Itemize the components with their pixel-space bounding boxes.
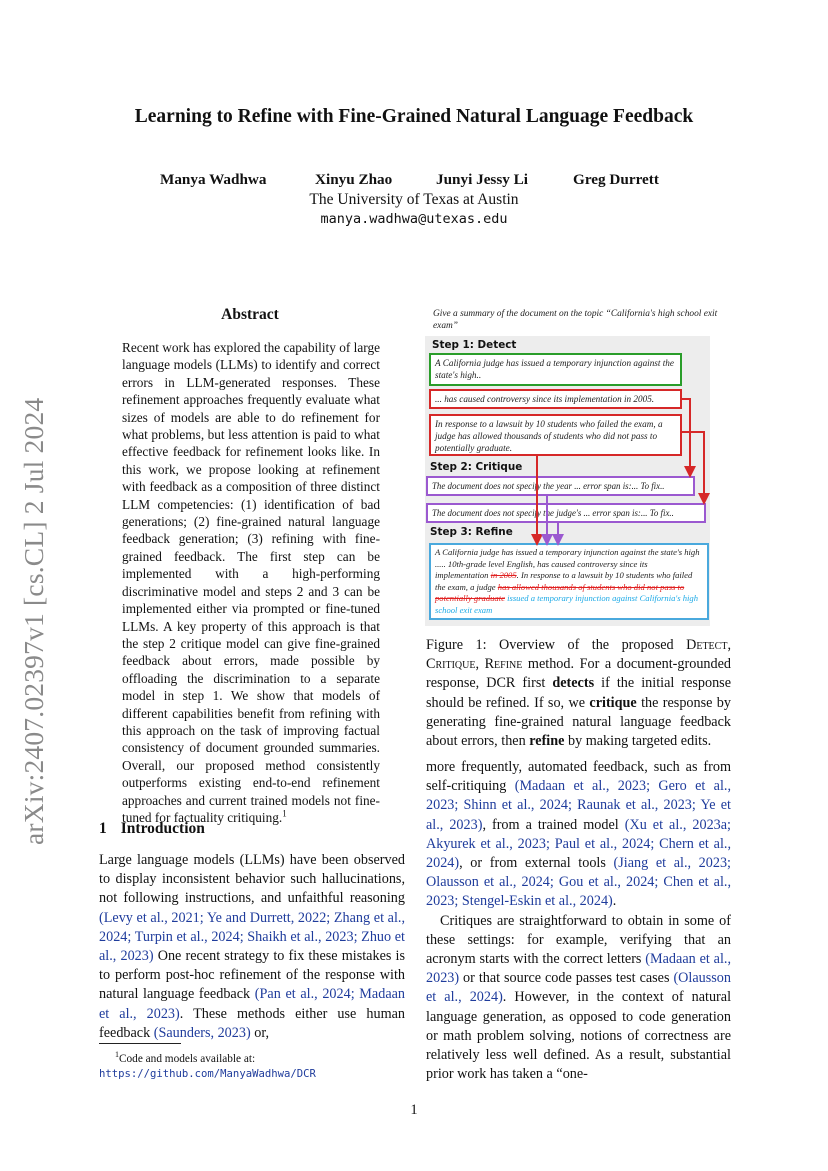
citation-link[interactable]: (Jiang et al., 2023; Olausson et al., 2024; Gou et al., 2024; Chen et al., 2023; Stengel-Eskin et al., 2024)	[426, 855, 731, 910]
abstract-text: Recent work has explored the capability of large language models (LLMs) to identify and correct errors in LLM-generated responses. These refinement approaches frequently evaluate what sizes of models are able to do refinement for what problems, but less attention is paid to what effective feedback for refinement looks like. In this work, we propose looking at refinement with feedback as a composition of three distinct LLM competencies: (1) identification of bad generations; (2) fine-grained natural language feedback generation; (3) refining with fine-grained feedback. The first step can be implemented with a high-performing discriminative model and steps 2 and 3 can be implemented either via prompted or fine-tuned LLMs. A key property of this approach is that the step 2 critique model can give fine-grained feedback about errors, made possible by offloading the discrimination to a separate model in step 1. We show that models of different capabilities benefit from refining with this approach on the task of improving factual consistency of document grounded summaries. Overall, our proposed method consistently outperforms existing end-to-end refinement approaches and current trained models not fine-tuned for factuality critiquing.	[122, 340, 380, 825]
page-number: 1	[410, 1102, 418, 1118]
step-1-label: Step 1: Detect	[432, 339, 517, 351]
abstract-body	[122, 339, 380, 826]
inserted-text: issued a temporary injunction against California's high school exit exam	[435, 593, 698, 615]
citation-link[interactable]: (Pan et al., 2024; Madaan et al., 2023)	[99, 986, 406, 1022]
figure-arrows	[420, 304, 720, 629]
detect-box-correct: A California judge has issued a temporary injunction against the state's high..	[429, 353, 682, 386]
footnote-url-link[interactable]: https://github.com/ManyaWadhwa/DCR	[99, 1067, 316, 1080]
citation-link[interactable]: (Olausson et al., 2024)	[426, 970, 731, 1006]
section-number: 1	[99, 820, 107, 837]
intro-paragraph	[99, 851, 405, 1043]
arxiv-stamp	[18, 385, 58, 845]
detect-box-error-1: ... has caused controversy since its implementation in 2005.	[429, 389, 682, 409]
body-text: , or from external tools	[459, 855, 614, 872]
citation-link[interactable]: (Levy et al., 2021; Ye and Durrett, 2022; Zhang et al., 2024; Turpin et al., 2024; Shaikh et al., 2023; Zhuo et al., 2023)	[99, 909, 405, 965]
section-heading-introduction	[99, 820, 205, 838]
footnote-marker[interactable]: 1	[282, 808, 287, 819]
intro-text: Large language models (LLMs) have been observed to display inconsistent behavior such hallucinations, not following instructions, and unfaithful reasoning	[99, 852, 405, 907]
arrow-error2-to-critique2	[682, 432, 704, 499]
section-title: Introduction	[120, 820, 205, 837]
intro-text: . These methods either use human feedback	[99, 1005, 405, 1041]
citation-link[interactable]: (Madaan et al., 2023; Gero et al., 2023; Shinn et al., 2024; Raunak et al., 2023; Ye et al., 2023)	[426, 778, 731, 833]
paragraph	[426, 912, 731, 1085]
caption-text: method. For a document-grounded response, DCR first	[426, 656, 731, 692]
right-column-body	[426, 758, 731, 1084]
caption-text: the response by generating fine-grained natural language feedback about errors, then	[426, 694, 731, 750]
detect-box-error-2: In response to a lawsuit by 10 students who failed the exam, a judge has allowed thousands of students who did not pass to potentially graduate.	[429, 414, 682, 456]
body-text: Critiques are straightforward to obtain in some of these settings: for example, verifying that an acronym starts with the correct letters	[426, 912, 731, 968]
caption-method: Detect, Critique, Refine	[426, 637, 731, 673]
figure-prompt: Give a summary of the document on the topic “California's high school exit exam”	[433, 309, 718, 331]
author-name: Xinyu Zhao	[315, 171, 393, 188]
citation-link[interactable]: (Saunders, 2023)	[153, 1024, 251, 1041]
author-name: Greg Durrett	[573, 171, 659, 188]
caption-bold: refine	[529, 733, 565, 750]
citation-link[interactable]: (Madaan et al., 2023)	[426, 951, 731, 987]
caption-text: if the initial response should be refined. If so, we	[426, 675, 732, 711]
caption-text: Figure 1: Overview of the proposed	[426, 637, 687, 653]
caption-text: by making targeted edits.	[564, 733, 712, 750]
author-email: manya.wadhwa@utexas.edu	[320, 211, 508, 227]
refined-text: . In response to a lawsuit by 10 students who failed the exam, a judge	[435, 570, 693, 592]
critique-box-2: The document does not specify the judge's ... error span is:... To fix..	[426, 503, 706, 523]
footnote-number: 1	[115, 1050, 119, 1059]
author-name: Manya Wadhwa	[160, 171, 267, 188]
citation-link[interactable]: (Xu et al., 2023a; Akyurek et al., 2023; Paul et al., 2024; Chern et al., 2024)	[426, 816, 731, 872]
figure-caption	[426, 636, 731, 751]
intro-text: One recent strategy to fix these mistakes is to perform post-hoc refinement of the response with natural language feedback	[99, 948, 405, 1003]
paper-title: Learning to Refine with Fine-Grained Natural Language Feedback	[134, 106, 694, 127]
body-text: , from a trained model	[482, 816, 625, 833]
footnote-divider	[99, 1043, 181, 1044]
deleted-text: in 2005	[490, 570, 517, 581]
footnote-text: Code and models available at:	[119, 1052, 256, 1065]
arxiv-id: arXiv:2407.02397v1 [cs.CL] 2 Jul 2024	[18, 397, 49, 845]
step-2-label: Step 2: Critique	[430, 461, 523, 473]
arrow-error1-to-critique1	[682, 399, 690, 472]
refined-text: A California judge has issued a temporary injunction against the state's high ..... 10th-grade level English, has caused controversy since its implementation	[435, 547, 700, 581]
body-text: more frequently, automated feedback, such as from self-critiquing	[426, 759, 731, 795]
critique-box-1: The document does not specify the year ... error span is:... To fix..	[426, 476, 695, 496]
body-text: or that source code passes test cases	[459, 970, 674, 987]
body-text: . However, in the context of natural language generation, as opposed to code generation or math problem solving, notions of correctness are relatively less well defined. As a result, substantial prior work has taken a “one-	[426, 989, 732, 1083]
body-text: .	[612, 893, 617, 910]
intro-text: or,	[250, 1024, 270, 1041]
abstract-heading: Abstract	[221, 306, 279, 323]
deleted-text: has allowed thousands of students who did not pass to potentially graduate	[435, 581, 685, 604]
caption-bold: detects	[552, 675, 595, 692]
step-3-label: Step 3: Refine	[430, 526, 513, 538]
author-name: Junyi Jessy Li	[436, 171, 528, 188]
paragraph	[426, 758, 731, 912]
figure-1	[420, 304, 720, 629]
affiliation: The University of Texas at Austin	[309, 191, 519, 208]
footnote	[99, 1047, 405, 1082]
caption-bold: critique	[589, 694, 637, 711]
